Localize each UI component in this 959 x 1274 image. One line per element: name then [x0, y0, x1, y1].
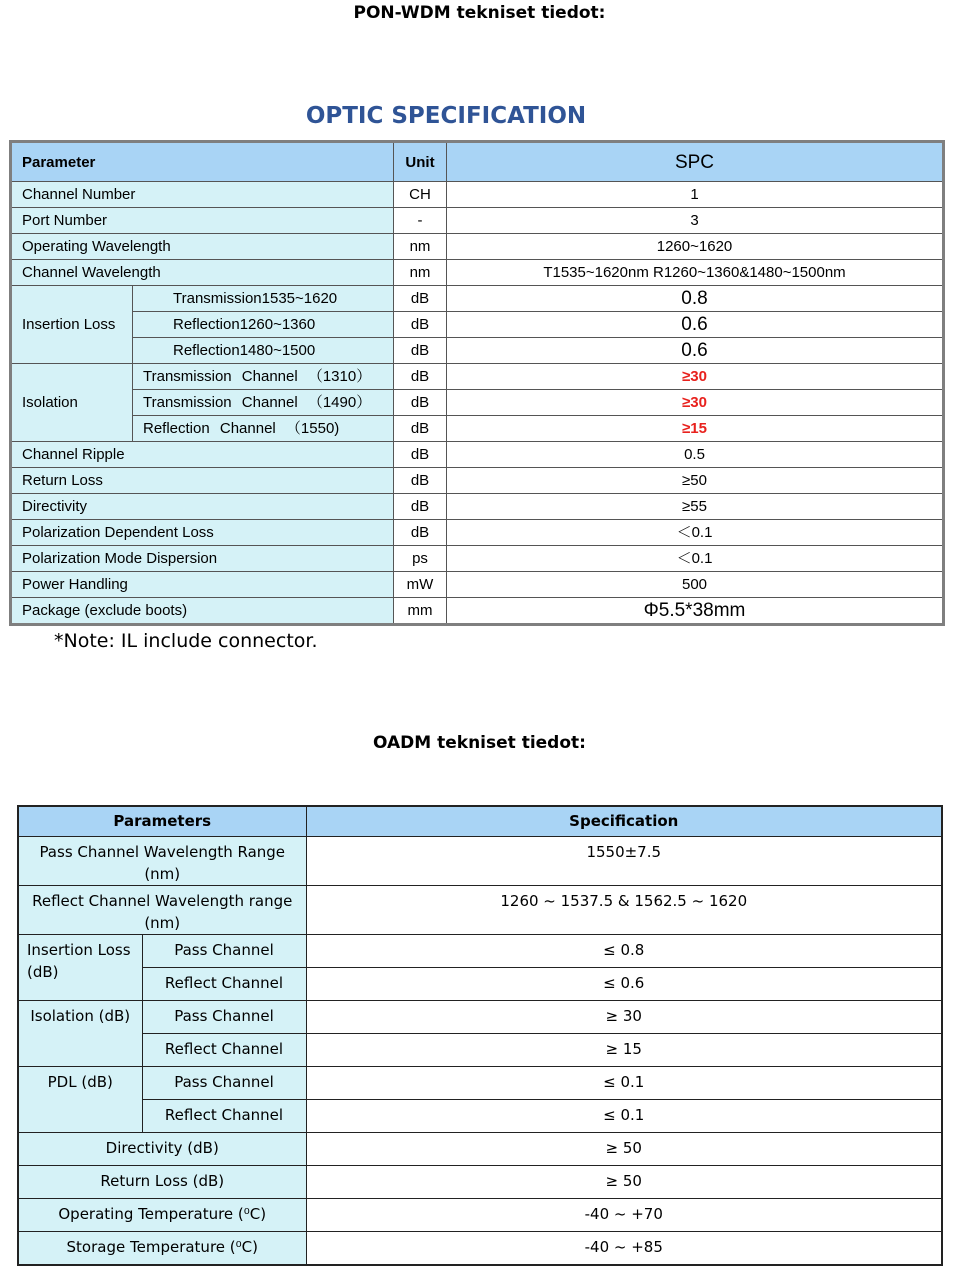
row-unit: dB — [394, 312, 447, 338]
row-value: -40 ~ +70 — [306, 1199, 942, 1232]
header-specification: Specification — [306, 806, 942, 837]
row-label: Channel Ripple — [11, 442, 394, 468]
row-value: Φ5.5*38mm — [447, 598, 944, 625]
sub-label: Pass Channel — [142, 1067, 306, 1100]
row-unit: ps — [394, 546, 447, 572]
table-row — [11, 546, 944, 572]
sub-label: Reflection1260~1360 — [133, 312, 394, 338]
row-unit: - — [394, 208, 447, 234]
oadm-spec-table — [17, 805, 943, 1266]
row-value: ≤ 0.8 — [306, 935, 942, 968]
sub-label: Reflect Channel — [142, 1034, 306, 1067]
row-label: Return Loss (dB) — [18, 1166, 306, 1199]
table-row — [18, 1133, 942, 1166]
row-value: -40 ~ +85 — [306, 1232, 942, 1265]
row-unit: dB — [394, 286, 447, 312]
row-value: 0.8 — [447, 286, 944, 312]
table-row — [11, 390, 944, 416]
row-unit: nm — [394, 234, 447, 260]
sub-label: Pass Channel — [142, 935, 306, 968]
sub-label: Transmission1535~1620 — [133, 286, 394, 312]
group-label-insertion-loss: Insertion Loss (dB) — [18, 935, 142, 1001]
group-label-isolation: Isolation — [11, 364, 133, 442]
table-row — [11, 312, 944, 338]
table-row — [11, 598, 944, 625]
row-value: T1535~1620nm R1260~1360&1480~1500nm — [447, 260, 944, 286]
table-row — [18, 837, 942, 886]
table-row — [18, 1100, 942, 1133]
table-row — [11, 442, 944, 468]
row-value: ≥55 — [447, 494, 944, 520]
table-row — [11, 416, 944, 442]
table-row — [11, 572, 944, 598]
sub-label: Reflect Channel — [142, 968, 306, 1001]
table-header-row — [18, 806, 942, 837]
sub-label: Transmission Channel （1310） — [133, 364, 394, 390]
row-unit: dB — [394, 364, 447, 390]
row-value: ＜0.1 — [447, 520, 944, 546]
row-unit: dB — [394, 390, 447, 416]
row-value: ≥30 — [447, 390, 944, 416]
table-row — [18, 1166, 942, 1199]
sub-label: Reflection1480~1500 — [133, 338, 394, 364]
note-text: *Note: IL include connector. — [54, 630, 318, 652]
row-unit: dB — [394, 494, 447, 520]
row-label: Return Loss — [11, 468, 394, 494]
sub-label: Reflect Channel — [142, 1100, 306, 1133]
row-label: Channel Number — [11, 182, 394, 208]
row-value: ≥ 50 — [306, 1166, 942, 1199]
row-value: 1550±7.5 — [306, 837, 942, 886]
row-label: Package (exclude boots) — [11, 598, 394, 625]
row-value: ≤ 0.6 — [306, 968, 942, 1001]
table-row — [18, 1001, 942, 1034]
row-unit: dB — [394, 338, 447, 364]
table-row — [11, 182, 944, 208]
oadm-heading: OADM tekniset tiedot: — [373, 733, 586, 753]
row-unit: dB — [394, 468, 447, 494]
row-value: 500 — [447, 572, 944, 598]
header-parameter: Parameter — [11, 142, 394, 182]
table-row — [18, 1232, 942, 1265]
row-label: Storage Temperature (⁰C) — [18, 1232, 306, 1265]
row-label: Pass Channel Wavelength Range (nm) — [18, 837, 306, 886]
row-value: ≤ 0.1 — [306, 1067, 942, 1100]
table-header-row — [11, 142, 944, 182]
row-label: Operating Wavelength — [11, 234, 394, 260]
sub-label: Reflection Channel （1550) — [133, 416, 394, 442]
row-label: Directivity (dB) — [18, 1133, 306, 1166]
row-value: 0.5 — [447, 442, 944, 468]
row-value: 0.6 — [447, 312, 944, 338]
table-row — [11, 494, 944, 520]
header-spc: SPC — [447, 142, 944, 182]
row-label: Reflect Channel Wavelength range (nm) — [18, 886, 306, 935]
table-row — [11, 468, 944, 494]
row-label: Directivity — [11, 494, 394, 520]
row-label: Power Handling — [11, 572, 394, 598]
row-unit: dB — [394, 442, 447, 468]
row-value: ≤ 0.1 — [306, 1100, 942, 1133]
group-label-pdl: PDL (dB) — [18, 1067, 142, 1133]
table-row — [18, 968, 942, 1001]
table-row — [18, 1199, 942, 1232]
row-unit: mm — [394, 598, 447, 625]
table-row — [18, 935, 942, 968]
row-value: ≥ 15 — [306, 1034, 942, 1067]
optic-spec-table — [9, 140, 945, 626]
row-value: ≥ 50 — [306, 1133, 942, 1166]
row-label: Port Number — [11, 208, 394, 234]
row-unit: nm — [394, 260, 447, 286]
row-label: Channel Wavelength — [11, 260, 394, 286]
row-value: ≥50 — [447, 468, 944, 494]
sub-label: Pass Channel — [142, 1001, 306, 1034]
row-value: 0.6 — [447, 338, 944, 364]
row-unit: CH — [394, 182, 447, 208]
row-unit: mW — [394, 572, 447, 598]
table-row — [11, 234, 944, 260]
row-unit: dB — [394, 520, 447, 546]
row-value: ≥ 30 — [306, 1001, 942, 1034]
header-unit: Unit — [394, 142, 447, 182]
row-value: 1260~1620 — [447, 234, 944, 260]
row-value: 3 — [447, 208, 944, 234]
row-value: 1260 ~ 1537.5 & 1562.5 ~ 1620 — [306, 886, 942, 935]
row-label: Polarization Dependent Loss — [11, 520, 394, 546]
group-label-insertion-loss: Insertion Loss — [11, 286, 133, 364]
table-row — [11, 286, 944, 312]
table-row — [18, 1067, 942, 1100]
row-value: 1 — [447, 182, 944, 208]
pon-wdm-heading: PON-WDM tekniset tiedot: — [353, 3, 606, 23]
row-label: Operating Temperature (⁰C) — [18, 1199, 306, 1232]
header-parameters: Parameters — [18, 806, 306, 837]
row-label: Polarization Mode Dispersion — [11, 546, 394, 572]
sub-label: Transmission Channel （1490） — [133, 390, 394, 416]
group-label-isolation: Isolation (dB) — [18, 1001, 142, 1067]
table-row — [11, 338, 944, 364]
table-row — [11, 364, 944, 390]
table-row — [18, 1034, 942, 1067]
table-row — [18, 886, 942, 935]
table-row — [11, 520, 944, 546]
row-value: ≥30 — [447, 364, 944, 390]
optic-spec-title: OPTIC SPECIFICATION — [305, 103, 587, 129]
table-row — [11, 208, 944, 234]
table-row — [11, 260, 944, 286]
row-value: ＜0.1 — [447, 546, 944, 572]
row-value: ≥15 — [447, 416, 944, 442]
row-unit: dB — [394, 416, 447, 442]
